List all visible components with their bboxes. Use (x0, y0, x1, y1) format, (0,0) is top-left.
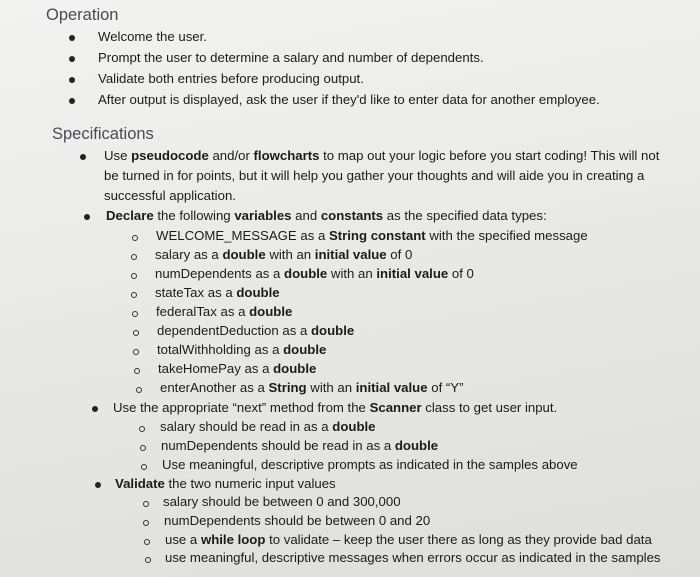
bullet-icon (69, 98, 75, 104)
declare-item: salary as a double with an initial value of 0 (155, 247, 413, 262)
operation-item: Validate both entries before producing output. (98, 71, 364, 86)
validate-item: salary should be between 0 and 300,000 (163, 494, 401, 509)
pseudocode-line-3: successful application. (104, 188, 236, 203)
scanner-item: salary should be read in as a double (160, 419, 376, 434)
pseudocode-line-2: be turned in for points, but it will help you gather your thoughts and will aide you in creating a (104, 168, 645, 183)
declare-item: totalWithholding as a double (157, 342, 327, 357)
bullet-icon (69, 77, 75, 83)
circle-bullet-icon (134, 368, 140, 374)
validate-item: use meaningful, descriptive messages when errors occur as indicated in the samples (165, 550, 661, 565)
operation-item: Prompt the user to determine a salary and number of dependents. (98, 50, 484, 65)
circle-bullet-icon (139, 426, 145, 432)
bullet-icon (69, 35, 75, 41)
declare-line: Declare the following variables and constants as the specified data types: (106, 208, 547, 223)
circle-bullet-icon (136, 387, 142, 393)
bullet-icon (84, 214, 90, 220)
operation-item: After output is displayed, ask the user if they'd like to enter data for another employee. (98, 92, 600, 107)
circle-bullet-icon (132, 235, 138, 241)
declare-item: federalTax as a double (156, 304, 293, 319)
specifications-heading: Specifications (52, 125, 154, 143)
circle-bullet-icon (133, 330, 139, 336)
bullet-icon (95, 482, 101, 488)
scanner-item: Use meaningful, descriptive prompts as indicated in the samples above (162, 457, 578, 472)
declare-item: enterAnother as a String with an initial value of “Y” (160, 380, 464, 395)
pseudocode-line-1: Use pseudocode and/or flowcharts to map out your logic before you start coding! This will not (104, 148, 660, 163)
operation-heading: Operation (46, 6, 119, 24)
circle-bullet-icon (141, 464, 147, 470)
declare-item: dependentDeduction as a double (157, 323, 355, 338)
circle-bullet-icon (145, 557, 151, 563)
scanner-item: numDependents should be read in as a double (161, 438, 439, 453)
circle-bullet-icon (143, 520, 149, 526)
declare-item: numDependents as a double with an initial value of 0 (155, 266, 474, 281)
declare-item: takeHomePay as a double (158, 361, 317, 376)
circle-bullet-icon (140, 445, 146, 451)
circle-bullet-icon (131, 254, 137, 260)
bullet-icon (80, 154, 86, 160)
operation-item: Welcome the user. (98, 29, 207, 44)
circle-bullet-icon (133, 349, 139, 355)
validate-line: Validate the two numeric input values (115, 476, 336, 491)
circle-bullet-icon (131, 273, 137, 279)
circle-bullet-icon (143, 501, 149, 507)
circle-bullet-icon (131, 292, 137, 298)
circle-bullet-icon (132, 311, 138, 317)
validate-item: numDependents should be between 0 and 20 (164, 513, 431, 528)
scanner-line: Use the appropriate “next” method from the Scanner class to get user input. (113, 400, 558, 415)
circle-bullet-icon (144, 539, 150, 545)
declare-item: WELCOME_MESSAGE as a String constant with the specified message (156, 228, 588, 243)
declare-item: stateTax as a double (155, 285, 280, 300)
bullet-icon (92, 406, 98, 412)
bullet-icon (69, 56, 75, 62)
validate-item: use a while loop to validate – keep the user there as long as they provide bad data (165, 532, 652, 547)
